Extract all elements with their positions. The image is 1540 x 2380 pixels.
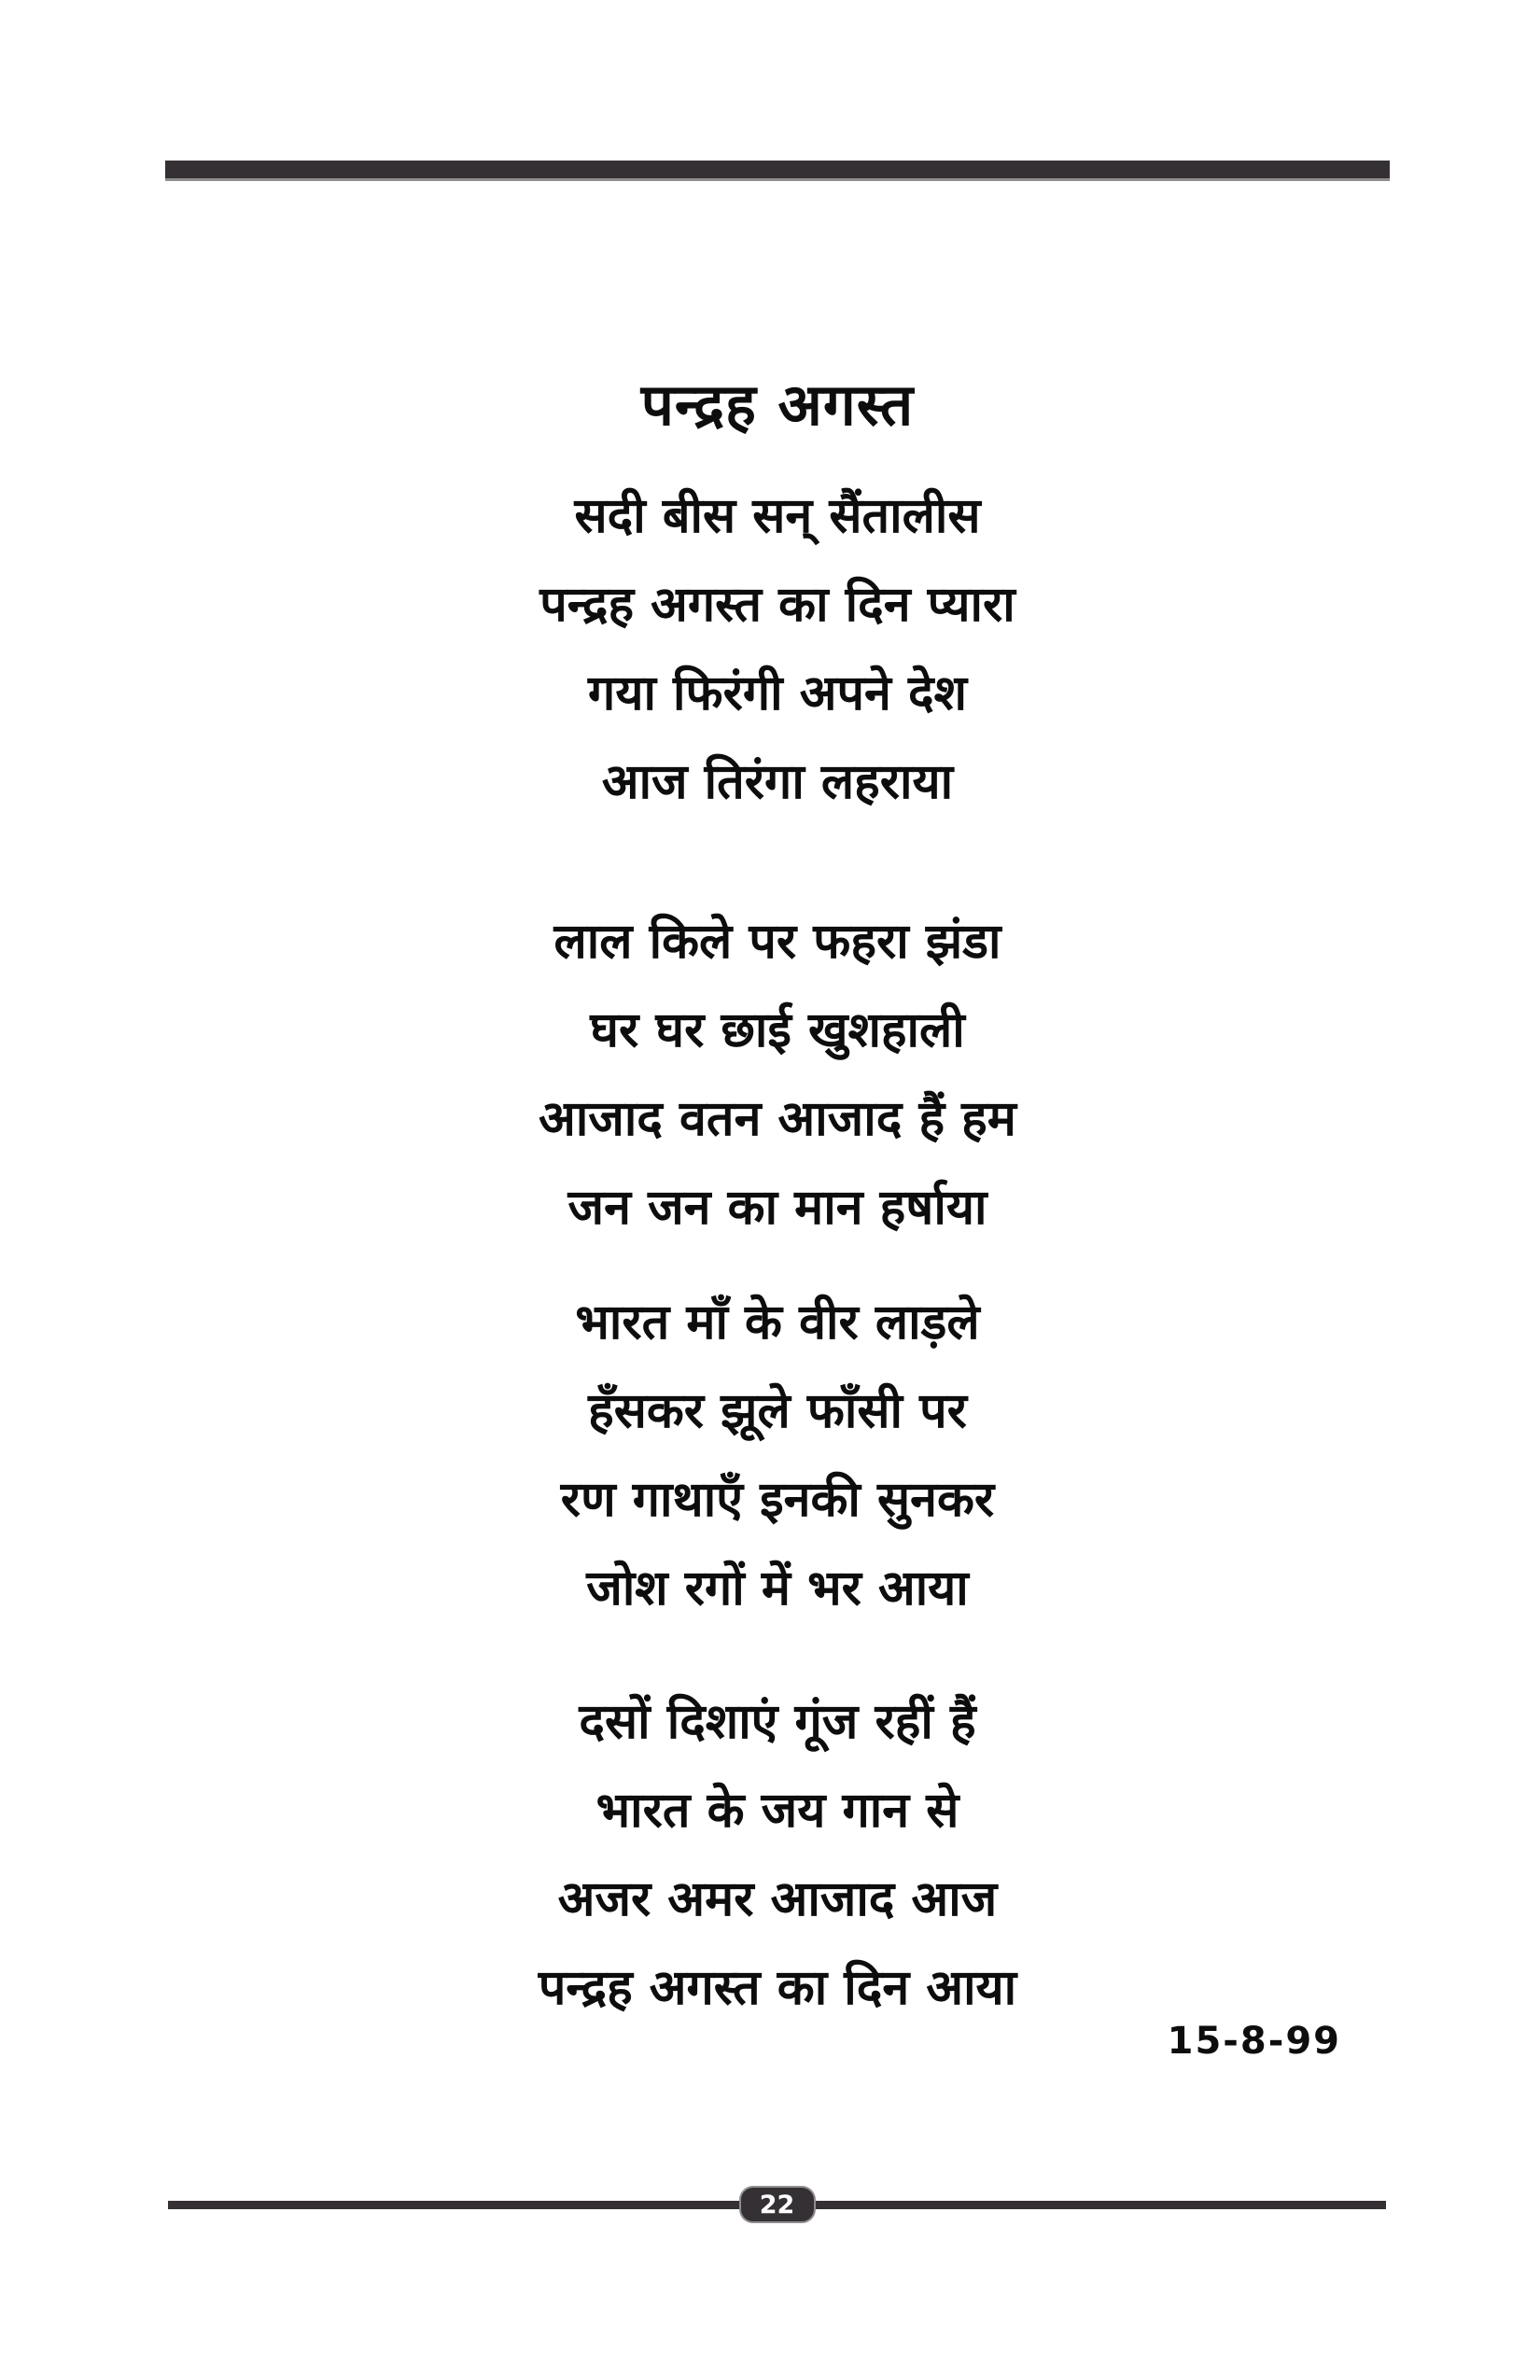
- poem-line: सदी बीस सन् सैंतालीस: [574, 488, 981, 544]
- poem-line: लाल किले पर फहरा झंडा: [553, 914, 1001, 970]
- poem-stanza-3: [165, 1279, 1390, 1633]
- footer-line-left: [168, 2201, 741, 2209]
- footer-line-right: [814, 2201, 1387, 2209]
- poem-line: रण गाथाएँ इनकी सुनकर: [560, 1472, 995, 1528]
- top-rule-bar: [165, 161, 1390, 178]
- page-title: पन्द्रह अगस्त: [640, 370, 915, 439]
- poem-line: पन्द्रह अगस्त का दिन आया: [538, 1960, 1017, 2016]
- poem-line: अजर अमर आजाद आज: [557, 1871, 998, 1927]
- page-number-badge: 22: [739, 2186, 816, 2223]
- poem-line: पन्द्रह अगस्त का दिन प्यारा: [539, 577, 1015, 633]
- poem-line: हँसकर झूले फाँसी पर: [588, 1383, 967, 1439]
- poem-line: आजाद वतन आजाद हैं हम: [539, 1091, 1016, 1147]
- poem-line: जोश रगों में भर आया: [586, 1561, 969, 1617]
- composition-date: 15-8-99: [1167, 2020, 1341, 2063]
- poem-line: भारत के जय गान से: [595, 1783, 959, 1839]
- footer-rule: [168, 2186, 1386, 2223]
- poem-stanza-1: [165, 472, 1390, 827]
- poem-line: भारत माँ के वीर लाड़ले: [575, 1295, 980, 1351]
- poem-line: दसों दिशाएं गूंज रहीं हैं: [579, 1694, 976, 1750]
- poem-line: आज तिरंगा लहराया: [601, 754, 954, 810]
- poem-line: गया फिरंगी अपने देश: [588, 665, 967, 721]
- poem-stanza-4: [165, 1678, 1390, 2033]
- poem-line: जन जन का मान हर्षाया: [567, 1180, 987, 1236]
- poem-line: घर घर छाई खुशहाली: [590, 1002, 965, 1058]
- poem-stanza-2: [165, 898, 1390, 1253]
